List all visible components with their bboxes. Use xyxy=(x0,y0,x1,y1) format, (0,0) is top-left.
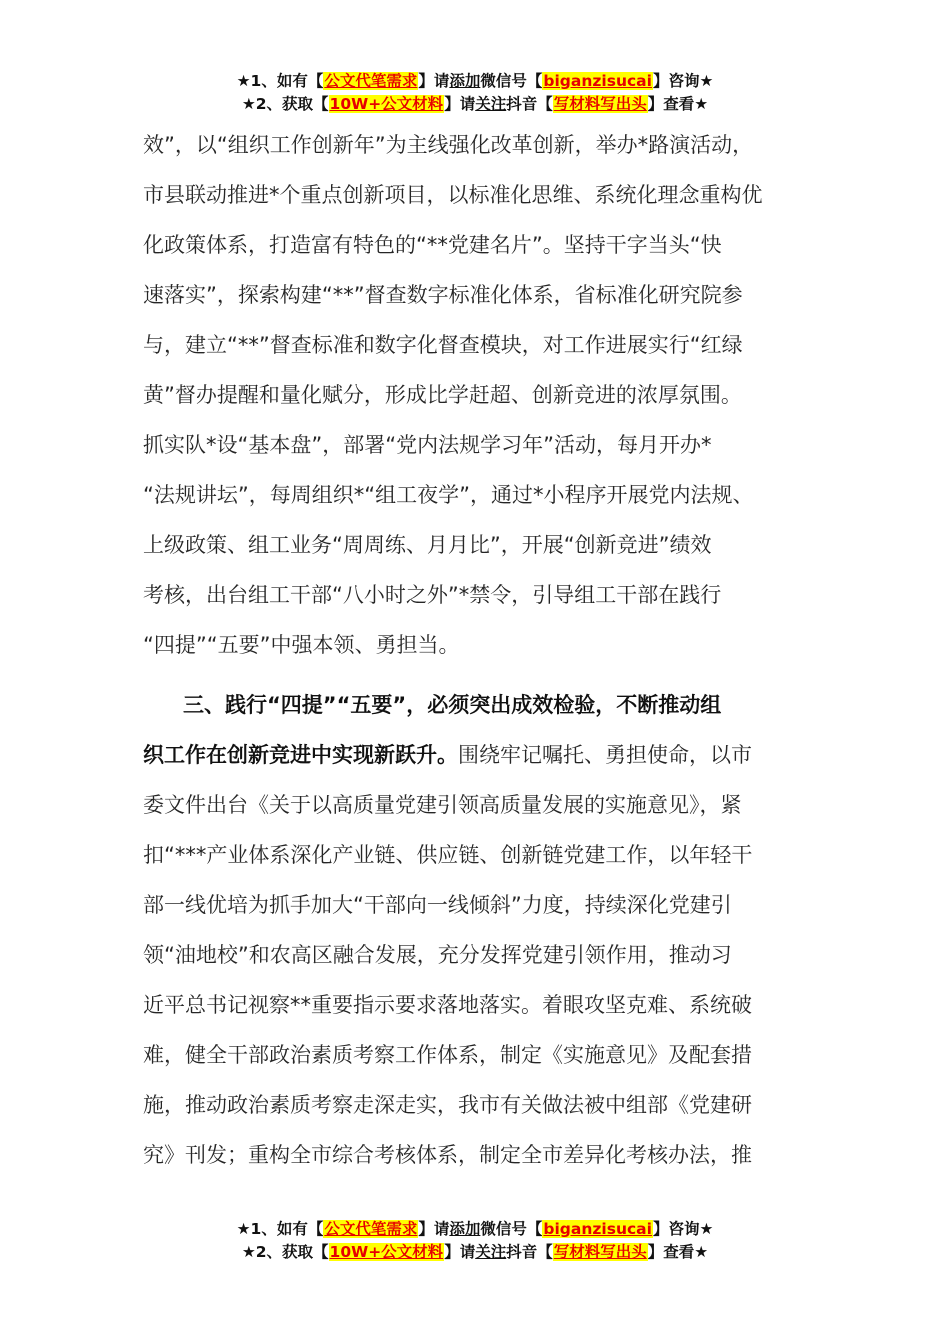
text-line: 化政策体系，打造富有特色的“**党建名片”。坚持干字当头“快 xyxy=(143,233,722,257)
banner-text: 】请 xyxy=(444,1243,476,1261)
text-line: 抓实队*设“基本盘”，部署“党内法规学习年”活动，每月开办* xyxy=(143,433,712,457)
banner-emphasis: 添加 xyxy=(449,1220,481,1238)
banner-text: 】请 xyxy=(418,72,450,90)
highlight-wechat-id: biganzisucai xyxy=(543,1220,652,1238)
banner-text: ★1、如有【 xyxy=(236,72,324,90)
text-line: 上级政策、组工业务“周周练、月月比”，开展“创新竞进”绩效 xyxy=(143,533,712,557)
banner-text: 抖音【 xyxy=(506,95,553,113)
banner-line-2 xyxy=(0,1241,950,1264)
banner-text: ★2、获取【 xyxy=(241,1243,329,1261)
highlight-service: 公文代笔需求 xyxy=(324,1220,418,1238)
text-line: 部一线优培为抓手加大“干部向一线倾斜”力度，持续深化党建引 xyxy=(143,893,732,917)
banner-text: ★2、获取【 xyxy=(241,95,329,113)
banner-text: 】查看★ xyxy=(647,1243,709,1261)
text-line: 市县联动推进*个重点创新项目，以标准化思维、系统化理念重构优 xyxy=(143,183,763,207)
highlight-service: 公文代笔需求 xyxy=(324,72,418,90)
highlight-materials: 10W+公文材料 xyxy=(329,95,444,113)
section-heading: 三、践行“四提”“五要”，必须突出成效检验，不断推动组 xyxy=(183,693,722,717)
header-banner xyxy=(0,70,950,116)
banner-line-2 xyxy=(0,93,950,116)
banner-line-1 xyxy=(0,1218,950,1241)
banner-text: 微信号【 xyxy=(480,72,543,90)
banner-text: 】请 xyxy=(444,95,476,113)
text-line: 黄”督办提醒和量化赋分，形成比学赶超、创新竞进的浓厚氛围。 xyxy=(143,383,742,407)
text-line: 近平总书记视察**重要指示要求落地落实。着眼攻坚克难、系统破 xyxy=(143,993,752,1017)
banner-emphasis: 关注 xyxy=(475,1243,507,1261)
text-line: 扣“***产业体系深化产业链、供应链、创新链党建工作，以年轻干 xyxy=(143,843,753,867)
text-line: 速落实”，探索构建“**”督查数字标准化体系，省标准化研究院参 xyxy=(143,283,743,307)
banner-text: 】咨询★ xyxy=(652,1220,714,1238)
highlight-materials: 10W+公文材料 xyxy=(329,1243,444,1261)
text-line: 究》刊发；重构全市综合考核体系，制定全市差异化考核办法，推 xyxy=(143,1143,752,1167)
banner-text: 】咨询★ xyxy=(652,72,714,90)
footer-banner xyxy=(0,1218,950,1264)
banner-emphasis: 关注 xyxy=(475,95,507,113)
banner-text: 】查看★ xyxy=(647,95,709,113)
banner-text: ★1、如有【 xyxy=(236,1220,324,1238)
text-line: 考核，出台组工干部“八小时之外”*禁令，引导组工干部在践行 xyxy=(143,583,722,607)
text-line: “四提”“五要”中强本领、勇担当。 xyxy=(143,633,460,657)
text-line: 委文件出台《关于以高质量党建引领高质量发展的实施意见》，紧 xyxy=(143,793,742,817)
text-run: 围绕牢记嘱托、勇担使命，以市 xyxy=(458,743,752,767)
highlight-wechat-id: biganzisucai xyxy=(543,72,652,90)
highlight-douyin-account: 写材料写出头 xyxy=(553,1243,647,1261)
section-heading-continued: 织工作在创新竞进中实现新跃升。 xyxy=(143,743,458,767)
banner-emphasis: 添加 xyxy=(449,72,481,90)
text-line: 难，健全干部政治素质考察工作体系，制定《实施意见》及配套措 xyxy=(143,1043,752,1067)
text-line: 施，推动政治素质考察走深走实，我市有关做法被中组部《党建研 xyxy=(143,1093,752,1117)
banner-text: 微信号【 xyxy=(480,1220,543,1238)
banner-line-1 xyxy=(0,70,950,93)
text-line: 领“油地校”和农高区融合发展，充分发挥党建引领作用，推动习 xyxy=(143,943,732,967)
text-line xyxy=(143,740,752,770)
banner-text: 】请 xyxy=(418,1220,450,1238)
text-line: 与，建立“**”督查标准和数字化督查模块，对工作进展实行“红绿 xyxy=(143,333,743,357)
banner-text: 抖音【 xyxy=(506,1243,553,1261)
text-line: 效”，以“组织工作创新年”为主线强化改革创新，举办*路演活动， xyxy=(143,133,754,157)
text-line: “法规讲坛”，每周组织*“组工夜学”，通过*小程序开展党内法规、 xyxy=(143,483,754,507)
highlight-douyin-account: 写材料写出头 xyxy=(553,95,647,113)
